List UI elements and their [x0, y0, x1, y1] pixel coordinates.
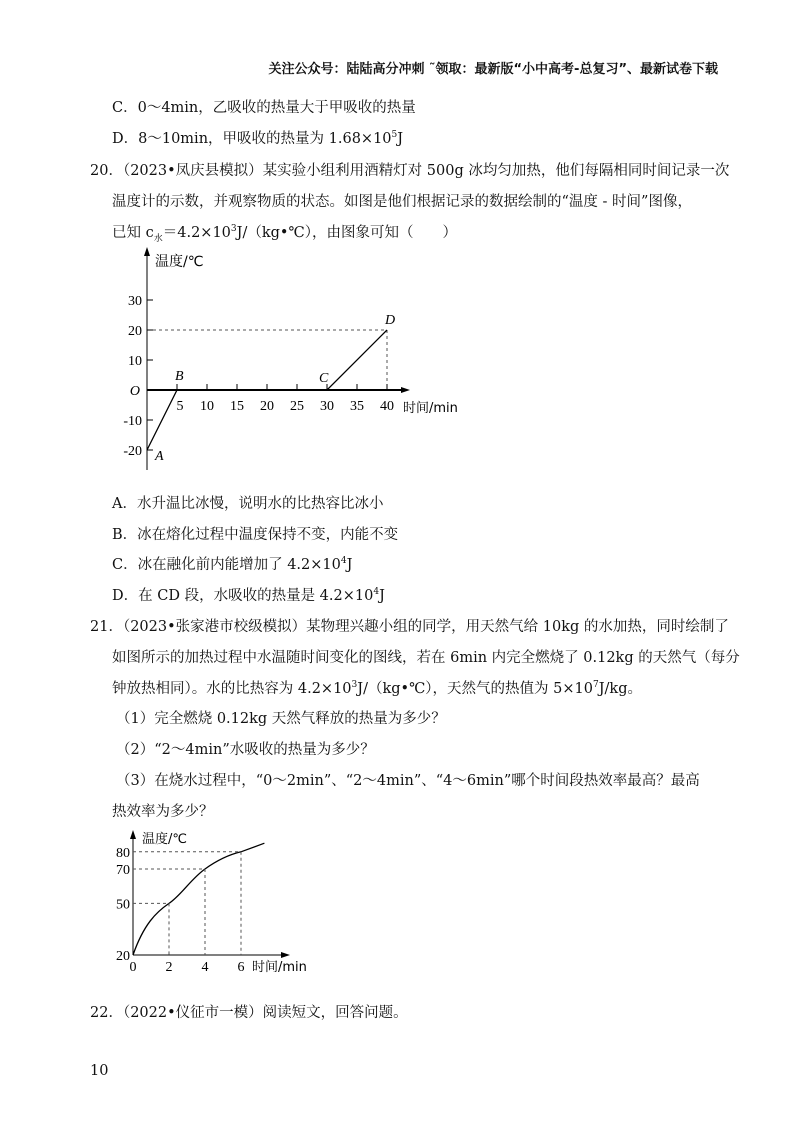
- y-tick-label: 10: [128, 354, 142, 369]
- q21-sub2: （2）“2～4min”水吸收的热量为多少？: [116, 742, 375, 758]
- x-axis-label: 时间/min: [252, 960, 307, 975]
- header-banner: 关注公众号：陆陆高分冲刺 ˜领取：最新版“小中高考-总复习”、最新试卷下载: [268, 62, 718, 77]
- x-tick-label: 35: [350, 399, 364, 414]
- page-number: 10: [90, 1063, 109, 1079]
- x-tick-label: 0: [129, 960, 137, 975]
- y-tick-label: 20: [116, 949, 130, 964]
- q20-option-b: B．冰在熔化过程中温度保持不变，内能不变: [112, 527, 399, 543]
- point-label-C: C: [319, 371, 329, 386]
- y-axis-arrow: [144, 247, 150, 256]
- q21-sub3-cont: 热效率为多少？: [112, 804, 214, 820]
- x-tick-label: 6: [237, 960, 245, 975]
- y-axis-arrow: [130, 830, 136, 839]
- q20-line2: 温度计的示数，并观察物质的状态。如图是他们根据记录的数据绘制的“温度 - 时间”图像，: [112, 194, 692, 210]
- q22-line1: 22．（2022•仪征市一模）阅读短文，回答问题。: [90, 1005, 408, 1021]
- q20-option-d: D．在 CD 段，水吸收的热量是 $4.2\times 10^4J$: [112, 587, 385, 604]
- x-tick-label: 10: [200, 399, 214, 414]
- y-axis-label: 温度/℃: [155, 254, 204, 270]
- y-tick-label: O: [129, 384, 140, 399]
- y-tick-label: 70: [116, 863, 130, 878]
- y-axis-label: 温度/℃: [142, 832, 187, 847]
- point-label-B: B: [175, 369, 184, 384]
- y-tick-label: 80: [116, 845, 130, 861]
- x-axis-label: 时间/min: [403, 401, 458, 416]
- x-axis-arrow: [281, 952, 290, 958]
- x-tick-label: 5: [176, 399, 184, 414]
- q19-option-d: D．8～10min，甲吸收的热量为 $1.68\times 10^5J$: [112, 130, 404, 147]
- q21-line3: 钟放热相同）。水的比热容为 $4.2\times 10^3J/(kg•℃)$，天然气的热值为 $5\times 10^7J/kg$。: [112, 680, 643, 697]
- y-tick-label: 20: [128, 324, 142, 339]
- q21-sub1: （1）完全燃烧 0.12kg 天然气释放的热量为多少？: [116, 711, 446, 727]
- x-tick-label: 2: [165, 960, 173, 975]
- q19-option-c: C．0～4min，乙吸收的热量大于甲吸收的热量: [112, 100, 416, 116]
- q21-sub3: （3）在烧水过程中，“0～2min”、“2～4min”、“4～6min”哪个时间段热效率最高？最高: [116, 773, 700, 789]
- point-label-D: D: [385, 313, 396, 328]
- point-label-A: A: [155, 449, 164, 464]
- chart-1: [123, 247, 458, 470]
- y-tick-label: 50: [116, 897, 130, 913]
- x-tick-label: 25: [290, 399, 304, 414]
- q20-line1: 20．（2023•凤庆县模拟）某实验小组利用酒精灯对 500g 冰均匀加热，他们每隔相同时间记录一次: [90, 163, 730, 179]
- x-tick-label: 40: [380, 399, 394, 414]
- x-tick-label: 15: [230, 399, 244, 414]
- x-axis-arrow: [401, 387, 410, 393]
- y-tick-label: -20: [123, 444, 142, 459]
- x-tick-label: 20: [260, 399, 274, 414]
- q20-option-c: C．冰在融化前内能增加了 $4.2\times 10^4J$: [112, 556, 353, 573]
- y-tick-label: 30: [128, 294, 142, 309]
- y-tick-label: -10: [123, 414, 142, 429]
- temperature-curve: [133, 843, 264, 955]
- chart-2: [116, 830, 307, 975]
- q20-line3: 已知 $c_水=4.2\times 10^3J/(kg•℃)$，由图象可知（ ）: [112, 224, 457, 244]
- x-tick-label: 30: [320, 399, 334, 414]
- x-tick-label: 4: [201, 960, 209, 975]
- q21-line1: 21．（2023•张家港市校级模拟）某物理兴趣小组的同学，用天然气给 10kg 的水加热，同时绘制了: [90, 619, 729, 635]
- q20-option-a: A．水升温比冰慢，说明水的比热容比冰小: [112, 496, 384, 512]
- q21-line2: 如图所示的加热过程中水温随时间变化的图线，若在 6min 内完全燃烧了 0.12kg 的天然气（每分: [112, 650, 740, 666]
